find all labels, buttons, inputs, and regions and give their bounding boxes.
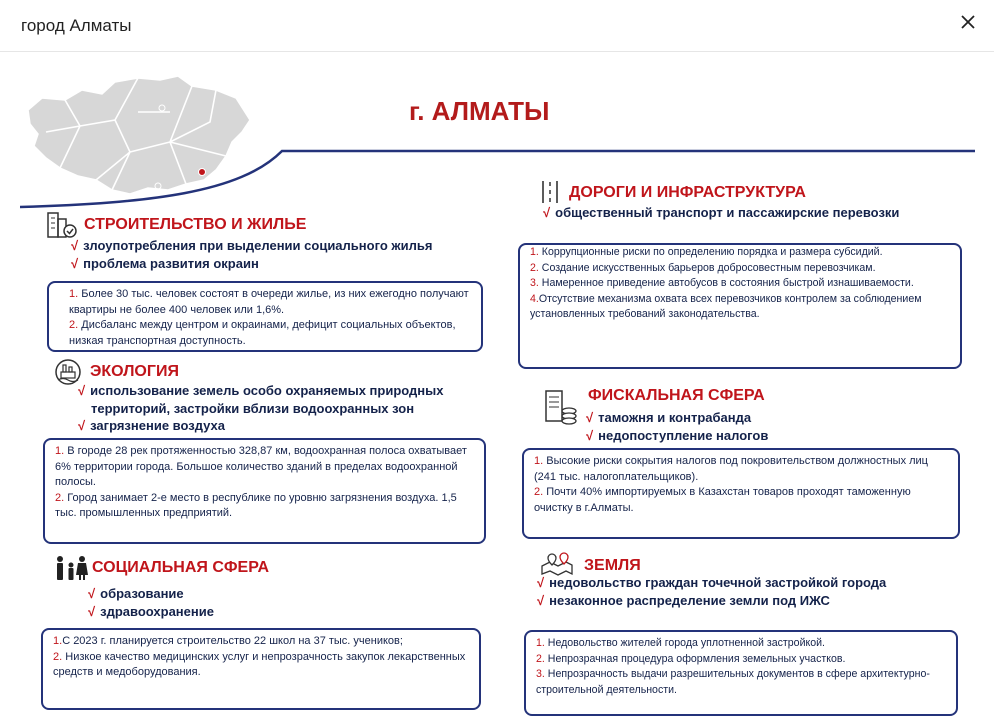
header xyxy=(0,0,994,52)
ecology-sub-3: √ загрязнение воздуха xyxy=(78,418,225,433)
decorative-curve xyxy=(20,145,975,210)
fiscal-sub-2: √ недопоступление налогов xyxy=(586,428,769,443)
ecology-sub-1: √ использование земель особо охраняемых природных xyxy=(78,383,444,398)
construction-box xyxy=(47,281,483,352)
social-sub-1: √ образование xyxy=(88,586,184,601)
list-item: 2. Низкое качество медицинских услуг и непрозрачность закупок лекарственных средств и медоборудования. xyxy=(53,650,466,678)
roads-sub-1: √ общественный транспорт и пассажирские перевозки xyxy=(543,205,900,220)
list-item: 1.С 2023 г. планируется строительство 22 школ на 37 тыс. учеников; xyxy=(53,635,403,647)
list-item: 1. Более 30 тыс. человек состоят в очереди жилье, из них ежегодно получают квартиры не более 400 человек или 1,6%. xyxy=(69,288,469,316)
list-item: 3. Намеренное приведение автобусов в состояния быстрой изнашиваемости. xyxy=(530,277,914,289)
social-box xyxy=(41,628,481,710)
family-icon xyxy=(54,555,88,581)
social-title: СОЦИАЛЬНАЯ СФЕРА xyxy=(92,559,270,576)
main-title: г. АЛМАТЫ xyxy=(409,96,550,126)
land-sub-1: √ недовольство граждан точечной застройкой города xyxy=(537,575,887,590)
roads-title: ДОРОГИ И ИНФРАСТРУКТУРА xyxy=(569,184,806,201)
buildings-icon xyxy=(46,211,78,239)
land-sub-2: √ незаконное распределение земли под ИЖС xyxy=(537,593,830,608)
list-item: 1. В городе 28 рек протяженностью 328,87 км, водоохранная полоса охватывает 6% территории города. Большое количество зданий в пределах водоохранной полосы. xyxy=(55,445,467,488)
list-item: 4.Отсутствие механизма охвата всех перевозчиков контролем за соблюдением установленных требований законодательства. xyxy=(530,292,922,320)
close-icon[interactable] xyxy=(960,14,976,30)
fiscal-title: ФИСКАЛЬНАЯ СФЕРА xyxy=(588,387,765,404)
land-title: ЗЕМЛЯ xyxy=(584,557,641,574)
list-item: 2. Город занимает 2-е место в республике по уровню загрязнения воздуха. 1,5 тыс. промышленных предприятий. xyxy=(55,491,457,519)
land-box xyxy=(524,630,958,716)
construction-sub-2: √ проблема развития окраин xyxy=(71,256,259,271)
list-item: 2. Создание искусственных барьеров добросовестным перевозчикам. xyxy=(530,261,876,274)
ecology-title: ЭКОЛОГИЯ xyxy=(90,363,179,380)
list-item: 1. Коррупционные риски по определению порядка и размера субсидий. xyxy=(530,246,883,258)
coins-icon xyxy=(544,389,578,427)
list-item: 3. Непрозрачность выдачи разрешительных документов в сфере архитектурно-строительной деятельности. xyxy=(536,668,930,696)
page-title: город Алматы xyxy=(21,16,132,35)
map-pin-icon xyxy=(540,552,574,576)
ecology-sub-2: территорий, застройки вблизи водоохранных зон xyxy=(91,401,415,416)
social-sub-2: √ здравоохранение xyxy=(88,604,214,619)
list-item: 2. Дисбаланс между центром и окраинами, дефицит социальных объектов, низкая транспортная доступность. xyxy=(69,319,456,347)
ecology-box xyxy=(43,438,486,544)
fiscal-sub-1: √ таможня и контрабанда xyxy=(586,410,752,425)
list-item: 2. Почти 40% импортируемых в Казахстан товаров проходят таможенную очистку в г.Алматы. xyxy=(534,486,911,514)
roads-box xyxy=(518,243,962,369)
construction-sub-1: √ злоупотребления при выделении социального жилья xyxy=(71,238,433,253)
list-item: 1. Недовольство жителей города уплотненной застройкой. xyxy=(536,637,825,649)
road-icon xyxy=(540,180,560,204)
fiscal-box xyxy=(522,448,960,539)
list-item: 2. Непрозрачная процедура оформления земельных участков. xyxy=(536,652,846,665)
list-item: 1. Высокие риски сокрытия налогов под покровительством должностных лиц (241 тыс. налогоплательщиков). xyxy=(534,455,928,483)
construction-title: СТРОИТЕЛЬСТВО И ЖИЛЬЕ xyxy=(84,216,307,233)
